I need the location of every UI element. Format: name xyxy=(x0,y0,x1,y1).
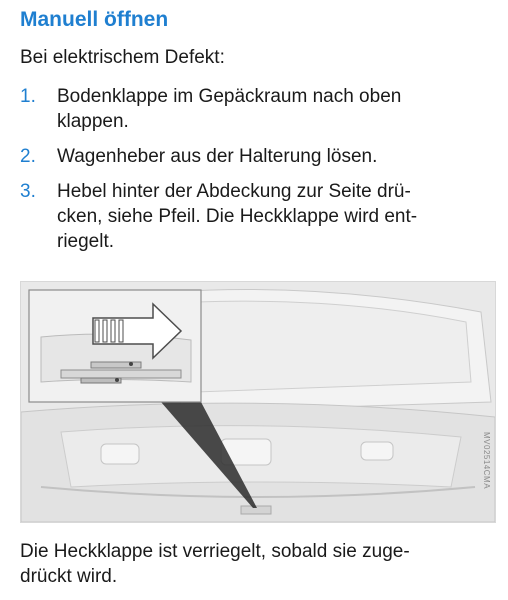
step-text-line: riegelt. xyxy=(57,231,115,252)
step-item xyxy=(20,179,490,254)
steps-list xyxy=(20,84,490,264)
trunk-lid-illustration xyxy=(21,282,495,522)
step-item xyxy=(20,144,490,169)
figure-code: MV02514CMA xyxy=(482,432,491,490)
step-text-line: cken, siehe Pfeil. Die Heckklappe wird ent- xyxy=(57,206,418,227)
step-number: 3. xyxy=(20,181,36,202)
intro-text: Bei elektrischem Defekt: xyxy=(20,47,225,68)
closing-text-line: Die Heckklappe ist verriegelt, sobald sie zuge- xyxy=(20,541,410,562)
step-number: 2. xyxy=(20,146,36,167)
closing-text-line: drückt wird. xyxy=(20,566,118,587)
section-title: Manuell öffnen xyxy=(20,8,169,31)
step-item xyxy=(20,84,490,134)
step-text-line: Hebel hinter der Abdeckung zur Seite drü- xyxy=(57,181,411,202)
closing-text xyxy=(20,539,490,589)
step-text-line: Wagenheber aus der Halterung lösen. xyxy=(57,146,378,167)
step-text-line: klappen. xyxy=(57,111,129,132)
step-text-line: Bodenklappe im Gepäckraum nach oben xyxy=(57,86,402,107)
step-number: 1. xyxy=(20,86,36,107)
illustration-figure xyxy=(20,281,496,523)
